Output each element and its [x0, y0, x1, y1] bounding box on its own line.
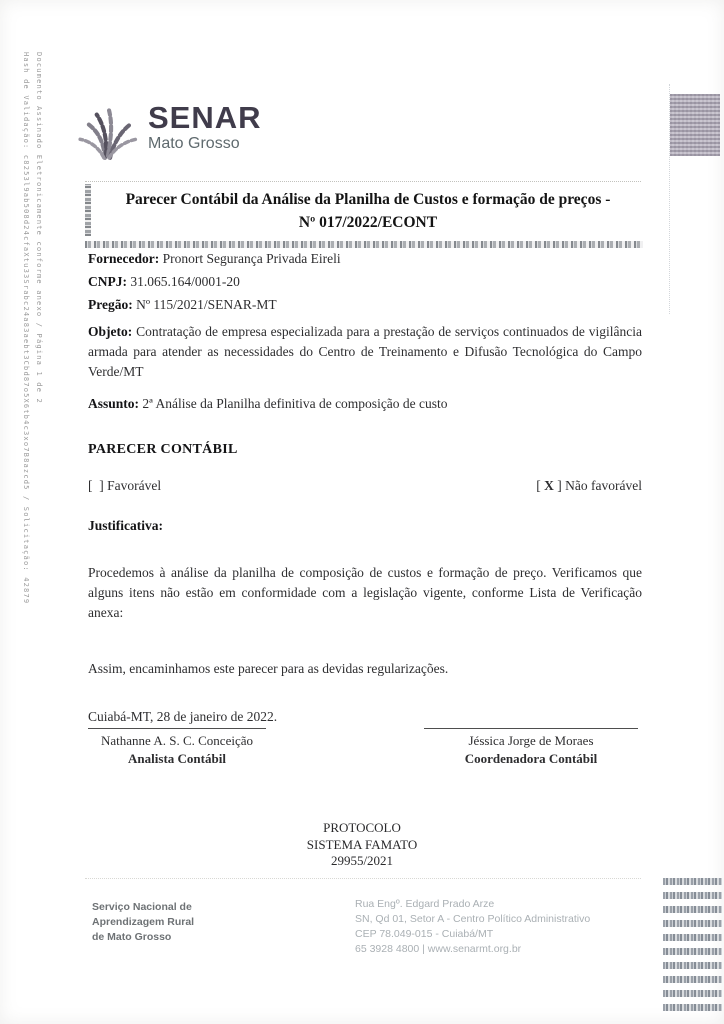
- senar-logo: [74, 96, 262, 167]
- field-label: Pregão:: [88, 297, 133, 312]
- footer-addr-line: 65 3928 4800 | www.senarmt.org.br: [355, 943, 522, 955]
- signature-coordenadora: [424, 728, 638, 768]
- protocol-line-1: PROTOCOLO: [323, 820, 401, 835]
- signature-name: Jéssica Jorge de Moraes: [468, 733, 594, 748]
- field-value: Nº 115/2021/SENAR-MT: [132, 297, 277, 312]
- scan-stripe: [663, 920, 722, 927]
- scan-stripe-column: [663, 878, 722, 1018]
- field-label: Objeto:: [88, 324, 133, 339]
- title-line-1: Parecer Contábil da Análise da Planilha de Custos e formação de preços -: [125, 191, 611, 208]
- field-value: Contratação de empresa especializada para a prestação de serviços continuados de vigilância armada para atender as necessidades do Centro de Treinamento e Difusão Tecnológica do Campo Verde/MT: [88, 324, 642, 379]
- field-value: 31.065.164/0001-20: [127, 274, 240, 289]
- title-line-2: Nº 017/2022/ECONT: [298, 214, 438, 231]
- scan-stripe: [663, 878, 722, 885]
- date-line: Cuiabá-MT, 28 de janeiro de 2022.: [88, 709, 278, 724]
- field-label: Fornecedor:: [88, 251, 160, 266]
- vertical-validation-text: [19, 52, 45, 692]
- field-value: 2ª Análise da Planilha definitiva de composição de custo: [139, 396, 448, 411]
- footer-organization: [92, 900, 194, 945]
- footer-separator: [85, 878, 641, 879]
- title-left-strip: [85, 184, 91, 236]
- logo-subtitle: Mato Grosso: [148, 135, 240, 152]
- justificativa-paragraph: Procedemos à análise da planilha de composição de custos e formação de preço. Verificamos que alguns itens não estão em conformidade com a legislação vigente, conforme Lista de Verificação anexa:: [88, 565, 642, 620]
- logo-name: SENAR: [148, 100, 262, 135]
- logo-text: [148, 102, 262, 154]
- footer-org-line: Serviço Nacional de: [92, 901, 192, 913]
- footer-org-line: Aprendizagem Rural: [92, 916, 195, 928]
- parecer-heading: PARECER CONTÁBIL: [88, 442, 238, 457]
- document-title: [85, 181, 641, 242]
- scan-stripe: [663, 892, 722, 899]
- title-underline-artifact: [85, 241, 643, 248]
- wheat-icon: [74, 96, 140, 167]
- bracket-close: ] Não favorável: [553, 478, 642, 493]
- field-assunto: [88, 395, 642, 412]
- signature-line: [88, 728, 266, 729]
- parecer-options: [88, 477, 642, 494]
- scan-stripe: [663, 1004, 722, 1011]
- field-value: Pronort Segurança Privada Eireli: [159, 251, 341, 266]
- scan-stripe: [663, 906, 722, 913]
- signature-analista: [88, 728, 266, 768]
- scan-stripe: [663, 948, 722, 955]
- field-label: Assunto:: [88, 396, 140, 411]
- scan-stripe: [663, 976, 722, 983]
- checkbox-x-mark: X: [544, 478, 554, 493]
- footer-addr-line: SN, Qd 01, Setor A - Centro Político Administrativo: [355, 913, 591, 925]
- justificativa-label: Justificativa:: [88, 518, 163, 533]
- scan-stripe: [663, 934, 722, 941]
- protocol-line-2: SISTEMA FAMATO: [306, 836, 418, 852]
- field-label: CNPJ:: [88, 274, 127, 289]
- closing-line: Assim, encaminhamos este parecer para as devidas regularizações.: [88, 661, 449, 676]
- protocol-line-3: 29955/2021: [330, 853, 394, 868]
- protocol-block: [0, 820, 724, 870]
- option-nao-favoravel: [536, 477, 642, 494]
- field-fornecedor: [88, 250, 642, 267]
- footer-address: [355, 897, 590, 957]
- document-body: [88, 250, 642, 725]
- scan-artifact-box: [670, 94, 720, 156]
- signature-role: Coordenadora Contábil: [464, 751, 598, 766]
- field-objeto: [88, 322, 642, 382]
- signature-name: Nathanne A. S. C. Conceição: [101, 733, 253, 748]
- footer-addr-line: CEP 78.049-015 - Cuiabá/MT: [355, 928, 494, 940]
- scan-stripe: [663, 990, 722, 997]
- field-pregao: [88, 296, 642, 313]
- option-favoravel: [ ] Favorável: [88, 478, 162, 493]
- scan-stripe: [663, 962, 722, 969]
- validation-line-1: Documento Assinado Eletronicamente conforme anexo / Página 1 de 2: [35, 52, 43, 404]
- bracket-open: [: [536, 478, 545, 493]
- signature-line: [424, 728, 638, 729]
- footer-addr-line: Rua Engº. Edgard Prado Arze: [355, 898, 495, 910]
- signature-role: Analista Contábil: [128, 751, 226, 766]
- validation-line-2: Hash de Validação: c8253l9ab508d24cfaXtu33Srabc24a83aebt3Cbd87o5X6tb4c3xo7B8azcd5 / Solicitação: 42879: [22, 52, 30, 605]
- field-cnpj: [88, 273, 642, 290]
- footer-org-line: de Mato Grosso: [92, 931, 172, 943]
